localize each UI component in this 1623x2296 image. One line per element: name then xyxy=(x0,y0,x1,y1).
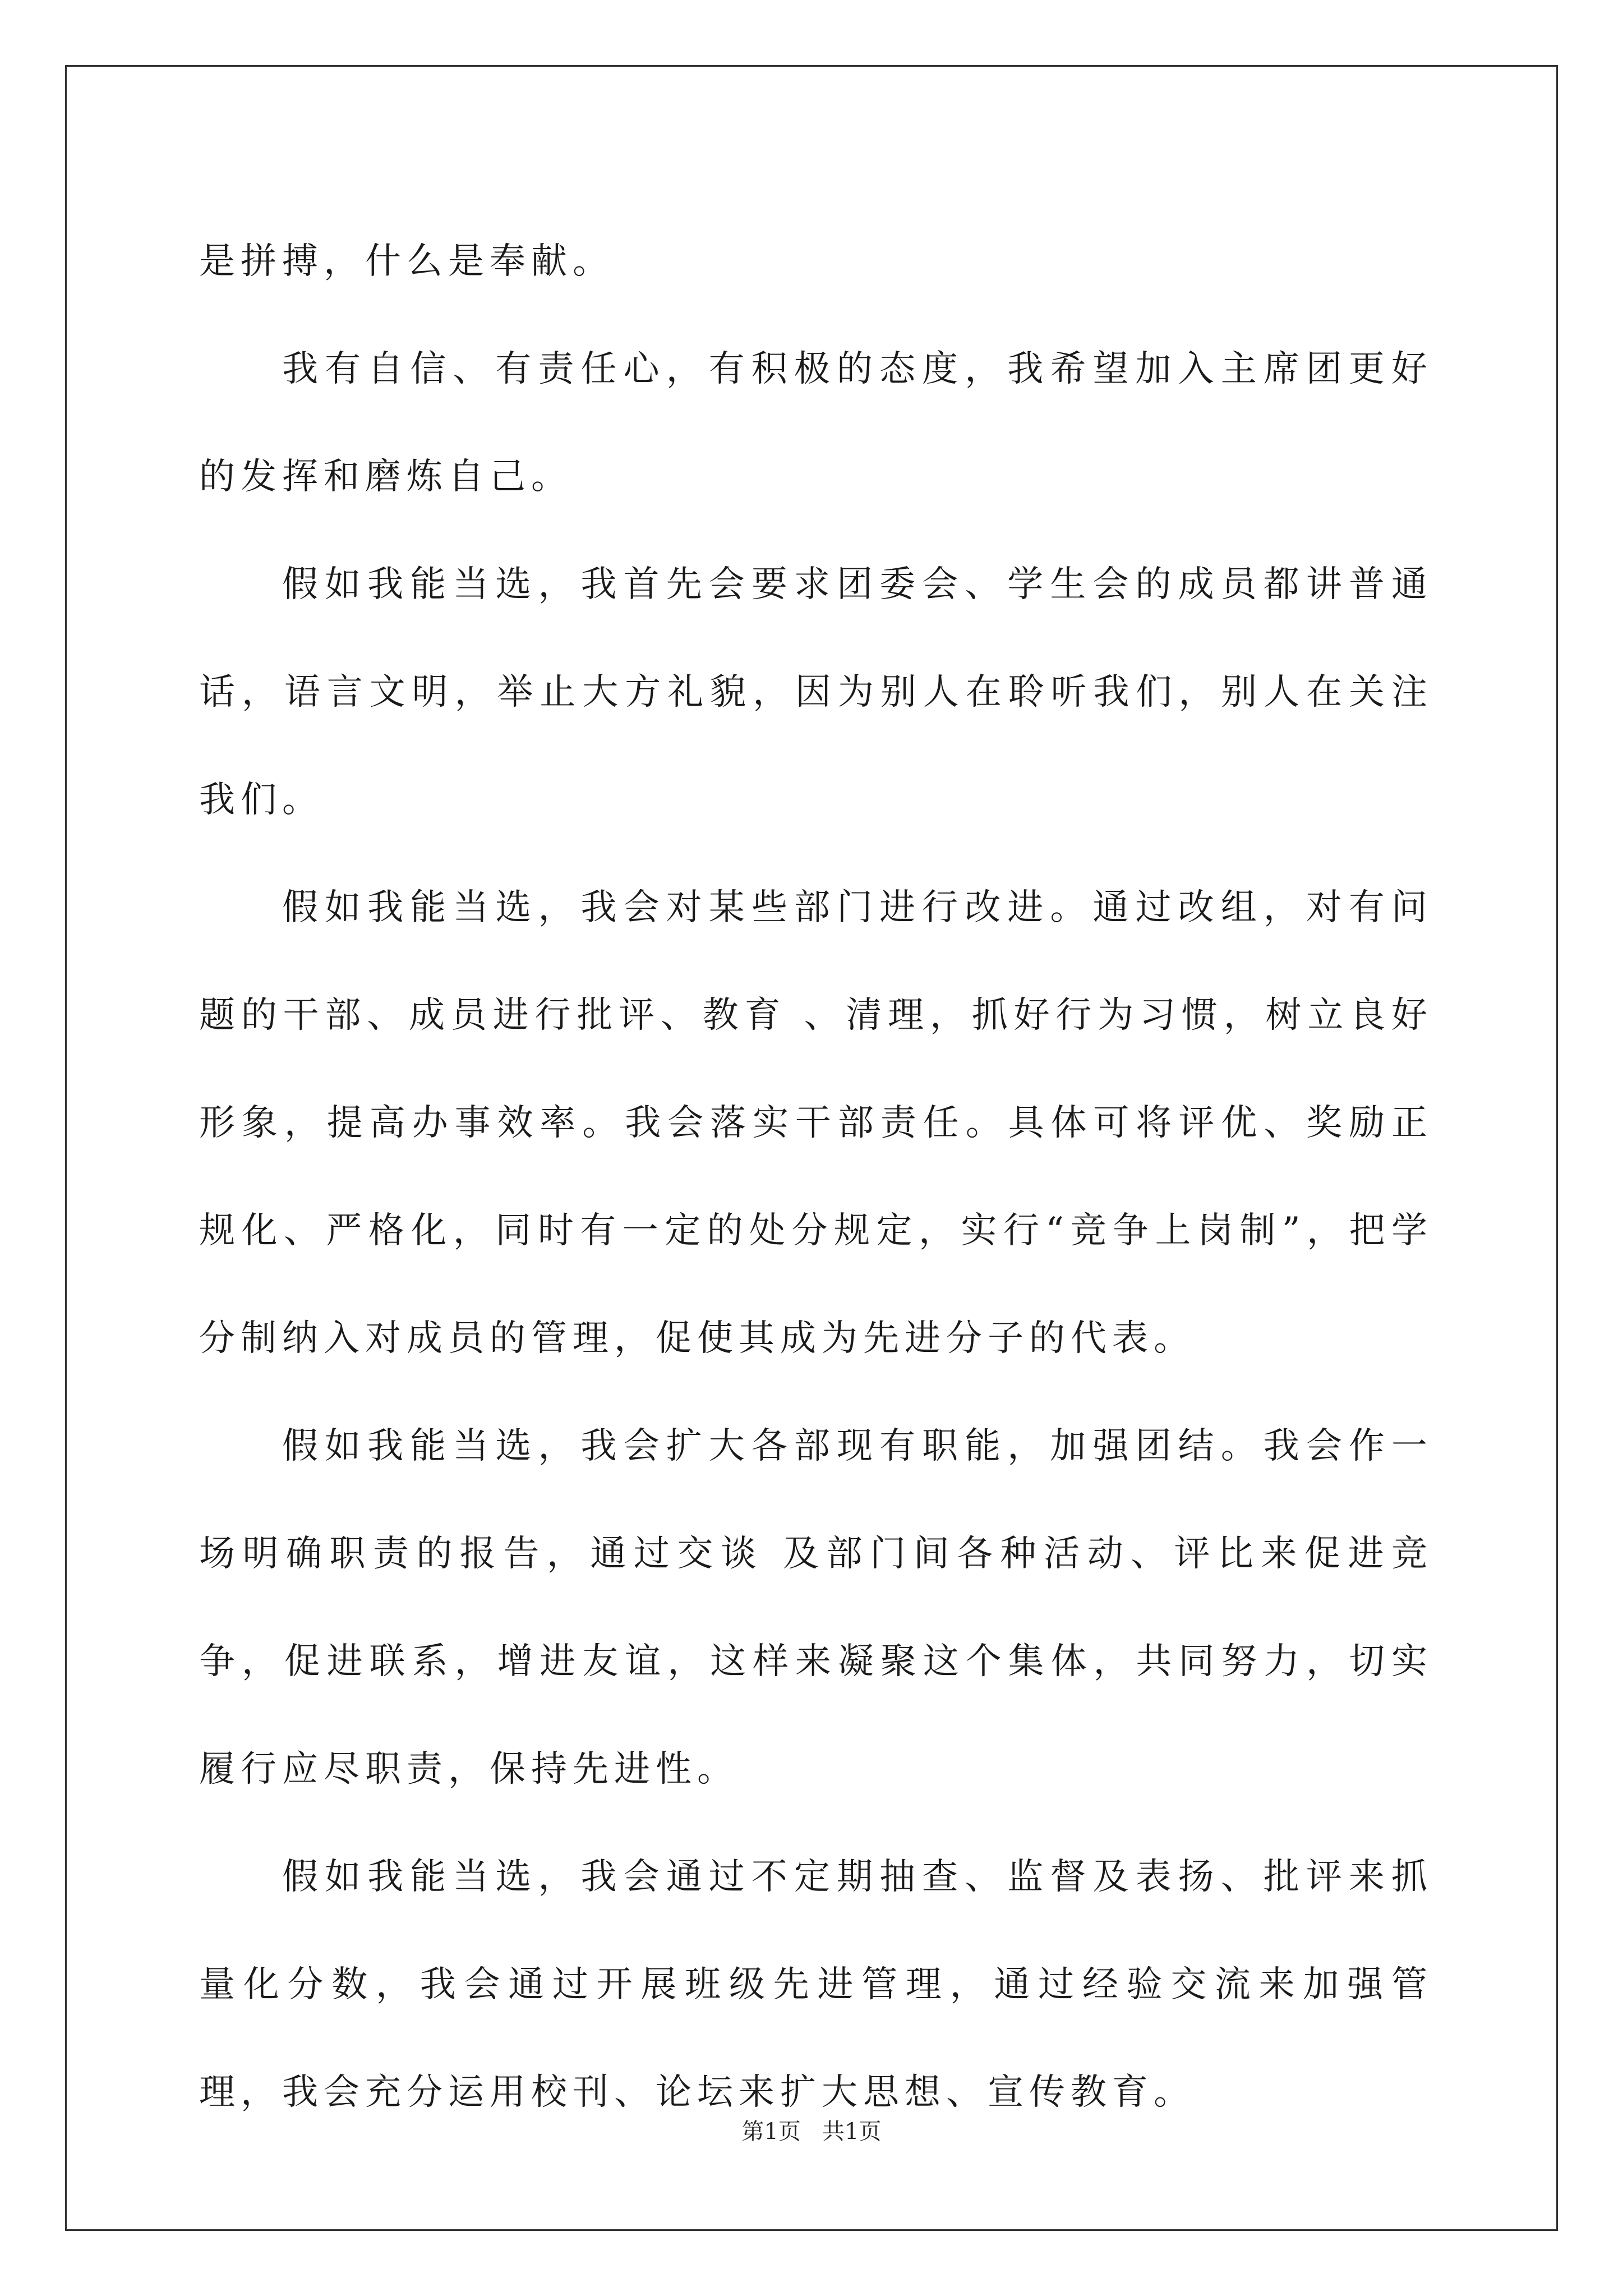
document-body xyxy=(199,208,1433,2146)
page-footer: 第1页 共1页 xyxy=(741,2119,882,2145)
paragraph-5: 假如我能当选，我会扩大各部现有职能，加强团结。我会作一场明确职责的报告，通过交谈 及部门间各种活动、评比来促进竞争，促进联系，增进友谊，这样来凝聚这个集体，共同努力，切实履行应尽职责，保持先进性。 xyxy=(199,1425,1433,1790)
paragraph-6: 假如我能当选，我会通过不定期抽查、监督及表扬、批评来抓量化分数，我会通过开展班级先进管理，通过经验交流来加强管理，我会充分运用校刊、论坛来扩大思想、宣传教育。 xyxy=(199,1856,1433,2113)
paragraph-2: 我有自信、有责任心，有积极的态度，我希望加入主席团更好的发挥和磨炼自己。 xyxy=(199,348,1433,498)
paragraph-1: 是拼搏，什么是奉献。 xyxy=(199,241,614,282)
paragraph-4: 假如我能当选，我会对某些部门进行改进。通过改组，对有问题的干部、成员进行批评、教育 、清理，抓好行为习惯，树立良好形象，提高办事效率。我会落实干部责任。具体可将评优、奖励正规化、严格化，同时有一定的处分规定，实行“竞争上岗制”，把学分制纳入对成员的管理，促使其成为先进分子的代表。 xyxy=(199,887,1433,1359)
paragraph-3: 假如我能当选，我首先会要求团委会、学生会的成员都讲普通话，语言文明，举止大方礼貌，因为别人在聆听我们，别人在关注我们。 xyxy=(199,564,1433,821)
